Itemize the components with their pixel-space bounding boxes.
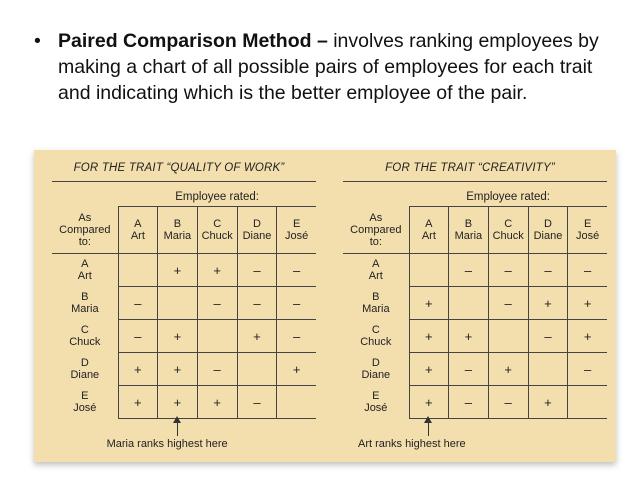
row-name: José	[364, 402, 388, 414]
employee-rated-row	[343, 188, 607, 207]
row-header	[52, 320, 118, 353]
row-header	[52, 386, 118, 419]
row-header	[52, 353, 118, 386]
row-header	[343, 254, 409, 287]
comparison-cell	[237, 353, 277, 386]
row-letter: D	[80, 357, 89, 369]
row-header	[343, 353, 409, 386]
column-letter: E	[583, 218, 592, 230]
comparison-cell: –	[118, 320, 157, 353]
comparison-cell: –	[488, 386, 528, 419]
column-header-row	[343, 207, 607, 254]
column-name: Maria	[163, 230, 192, 242]
column-letter: D	[252, 218, 261, 230]
column-header	[528, 207, 568, 254]
comparison-cell: +	[158, 254, 198, 287]
column-name: Diane	[533, 230, 563, 242]
comparison-cell: +	[528, 386, 568, 419]
row-letter: C	[80, 324, 89, 336]
employee-rated-label: Employee rated:	[118, 188, 316, 207]
table-row	[52, 320, 316, 353]
comparison-cell: –	[237, 287, 277, 320]
row-letter: C	[371, 324, 380, 336]
row-name: Diane	[70, 369, 100, 381]
column-header	[488, 207, 528, 254]
comparison-cell: –	[528, 254, 568, 287]
column-name: José	[576, 230, 600, 242]
row-letter: E	[81, 390, 89, 402]
bullet-dot: •	[34, 30, 41, 52]
bullet-point	[34, 28, 624, 106]
column-letter: E	[292, 218, 301, 230]
employee-rated-label: Employee rated:	[409, 188, 607, 207]
as-compared-label: As Compared to:	[52, 207, 118, 254]
comparison-cell: +	[158, 320, 198, 353]
comparison-cell: +	[118, 386, 157, 419]
column-name: Diane	[242, 230, 272, 242]
as-compared-label: As Compared to:	[343, 207, 409, 254]
row-header	[52, 287, 118, 320]
ranks-highest-caption: Maria ranks highest here	[106, 438, 228, 450]
row-name: José	[73, 402, 97, 414]
column-header	[449, 207, 489, 254]
comparison-cell: +	[568, 287, 607, 320]
comparison-cell	[158, 287, 198, 320]
comparison-cell: +	[449, 320, 489, 353]
comparison-cell: +	[197, 386, 237, 419]
row-header	[343, 386, 409, 419]
table-row	[52, 254, 316, 287]
column-header-row	[52, 207, 316, 254]
comparison-cell: +	[409, 287, 448, 320]
row-letter: D	[371, 357, 380, 369]
comparison-cell	[449, 287, 489, 320]
table-row	[343, 386, 607, 419]
column-letter: A	[134, 218, 142, 230]
comparison-cell: +	[409, 320, 448, 353]
column-header	[409, 207, 448, 254]
comparison-cell: +	[528, 287, 568, 320]
comparison-cell: +	[277, 353, 316, 386]
table-row	[343, 287, 607, 320]
column-letter: C	[504, 218, 513, 230]
row-name: Art	[77, 270, 92, 283]
comparison-cell: –	[237, 386, 277, 419]
comparison-cell: –	[277, 254, 316, 287]
bullet-description: involves ranking employees by making a chart of all possible pairs of employees for each trait and indicating which is the better employee of the pair.	[58, 30, 599, 104]
comparison-cell: +	[158, 386, 198, 419]
row-header	[343, 320, 409, 353]
comparison-cell	[277, 386, 316, 419]
quality-of-work-panel	[42, 162, 316, 452]
table-row	[52, 386, 316, 419]
column-name: Art	[421, 230, 436, 242]
column-letter: B	[173, 218, 182, 230]
table-row	[52, 353, 316, 386]
row-letter: B	[372, 291, 380, 303]
ranks-highest-caption: Art ranks highest here	[358, 438, 466, 450]
comparison-cell: –	[488, 254, 528, 287]
comparison-cell	[488, 320, 528, 353]
comparison-table	[52, 188, 316, 419]
title-divider	[343, 181, 607, 182]
comparison-cell: –	[237, 254, 277, 287]
row-letter: E	[372, 390, 380, 402]
comparison-cell: –	[568, 254, 607, 287]
row-letter: A	[81, 258, 89, 271]
column-name: Chuck	[492, 230, 524, 242]
row-name: Maria	[71, 303, 99, 315]
arrow-line	[428, 422, 429, 436]
row-name: Art	[368, 270, 383, 283]
comparison-cell: –	[528, 320, 568, 353]
title-divider	[52, 181, 316, 182]
trait-title: FOR THE TRAIT “QUALITY OF WORK”	[73, 162, 285, 174]
bullet-bold-term: Paired Comparison Method –	[58, 30, 328, 52]
bullet-text	[58, 28, 624, 106]
creativity-panel	[333, 162, 607, 452]
table-row	[343, 320, 607, 353]
comparison-cell: +	[197, 254, 237, 287]
comparison-cell: –	[277, 287, 316, 320]
comparison-cell: +	[118, 353, 157, 386]
row-letter: B	[81, 291, 89, 303]
column-name: José	[285, 230, 309, 242]
table-row	[343, 254, 607, 287]
table-row	[343, 353, 607, 386]
row-letter: A	[372, 258, 380, 271]
comparison-cell: +	[409, 386, 448, 419]
table-row	[52, 287, 316, 320]
comparison-cell	[409, 254, 448, 287]
comparison-table	[343, 188, 607, 419]
column-letter: D	[543, 218, 552, 230]
comparison-cell	[118, 254, 157, 287]
row-header	[343, 287, 409, 320]
column-letter: C	[213, 218, 222, 230]
comparison-cell: +	[409, 353, 448, 386]
column-letter: B	[464, 218, 473, 230]
comparison-cell: –	[488, 287, 528, 320]
comparison-cell: –	[449, 254, 489, 287]
comparison-cell: –	[449, 353, 489, 386]
comparison-cell	[528, 353, 568, 386]
paired-comparison-figure	[34, 150, 616, 462]
column-header	[197, 207, 237, 254]
comparison-cell: +	[237, 320, 277, 353]
comparison-cell	[568, 386, 607, 419]
employee-rated-row	[52, 188, 316, 207]
trait-title: FOR THE TRAIT “CREATIVITY”	[385, 162, 555, 174]
column-name: Maria	[454, 230, 483, 242]
comparison-cell: +	[568, 320, 607, 353]
comparison-cell: +	[488, 353, 528, 386]
comparison-cell: –	[197, 353, 237, 386]
row-name: Chuck	[69, 336, 101, 348]
row-name: Diane	[361, 369, 391, 381]
column-letter: A	[425, 218, 433, 230]
comparison-cell: –	[118, 287, 157, 320]
column-header	[158, 207, 198, 254]
column-header	[237, 207, 277, 254]
column-header	[277, 207, 316, 254]
column-header	[118, 207, 157, 254]
column-name: Chuck	[201, 230, 233, 242]
comparison-cell: –	[568, 353, 607, 386]
comparison-cell: –	[449, 386, 489, 419]
row-name: Maria	[362, 303, 390, 315]
comparison-cell: –	[277, 320, 316, 353]
column-name: Art	[130, 230, 145, 242]
comparison-cell	[197, 320, 237, 353]
row-header	[52, 254, 118, 287]
comparison-cell: +	[158, 353, 198, 386]
column-header	[568, 207, 607, 254]
arrow-line	[177, 422, 178, 436]
row-name: Chuck	[360, 336, 392, 348]
comparison-cell: –	[197, 287, 237, 320]
